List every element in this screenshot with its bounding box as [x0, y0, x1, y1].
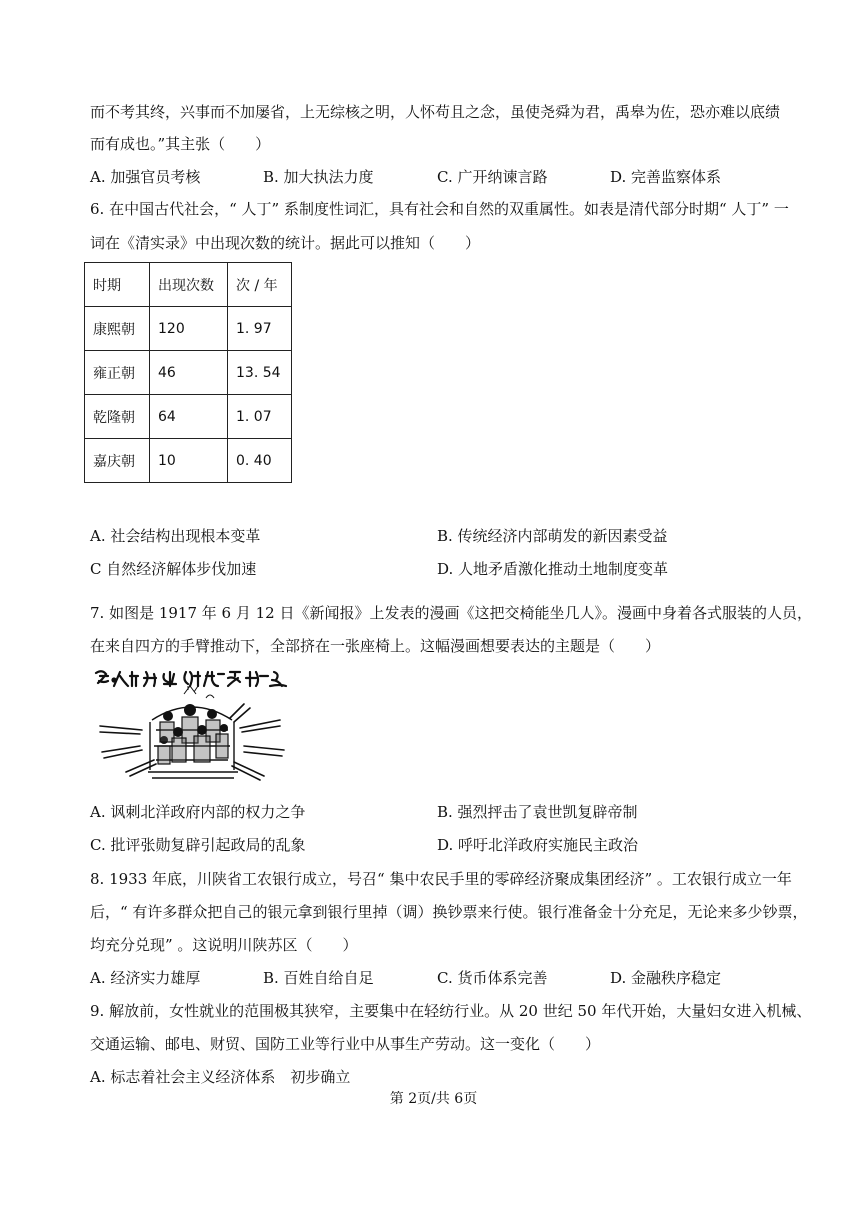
cartoon-illustration	[94, 668, 290, 790]
q5-text-line2: 而有成也。”其主张（ ）	[90, 135, 271, 153]
q8-option-d: D. 金融秩序稳定	[610, 969, 722, 987]
q6-stats-table	[84, 262, 292, 483]
q7-option-c: C. 批评张勋复辟引起政局的乱象	[90, 836, 306, 854]
q6-option-d: D. 人地矛盾激化推动土地制度变革	[437, 560, 669, 578]
q5-text-line1: 而不考其终，兴事而不加屡省，上无综核之明，人怀苟且之念，虽使尧舜为君，禹皋为佐，恐亦难以底绩	[90, 103, 781, 121]
q5-option-c: C. 广开纳谏言路	[437, 168, 548, 186]
q5-option-b: B. 加大执法力度	[263, 168, 374, 186]
table-cell: 康熙朝	[85, 307, 150, 351]
q8-option-b: B. 百姓自给自足	[263, 969, 374, 987]
table-cell: 1. 07	[228, 395, 292, 439]
q6-option-a: A. 社会结构出现根本变革	[90, 527, 261, 545]
q7-option-d: D. 呼吁北洋政府实施民主政治	[437, 836, 639, 854]
table-header-cell: 次 / 年	[228, 263, 292, 307]
q6-text-line1: 6. 在中国古代社会，“ 人丁” 系制度性词汇，具有社会和自然的双重属性。如表是清代部分时期“ 人丁” 一	[90, 200, 789, 218]
cartoon-title-calligraphy	[96, 671, 286, 686]
table-cell: 乾隆朝	[85, 395, 150, 439]
table-cell: 10	[150, 439, 228, 483]
q5-option-d: D. 完善监察体系	[610, 168, 722, 186]
table-cell: 120	[150, 307, 228, 351]
q8-option-a: A. 经济实力雄厚	[90, 969, 201, 987]
q9-option-a: A. 标志着社会主义经济体系 初步确立	[90, 1068, 351, 1086]
table-row	[85, 307, 292, 351]
table-cell: 0. 40	[228, 439, 292, 483]
table-row	[85, 439, 292, 483]
q9-text-line1: 9. 解放前，女性就业的范围极其狭窄，主要集中在轻纺行业。从 20 世纪 50 年代开始，大量妇女进入机械、	[90, 1002, 812, 1020]
table-cell: 13. 54	[228, 351, 292, 395]
table-cell: 嘉庆朝	[85, 439, 150, 483]
q7-text-line2: 在来自四方的手臂推动下，全部挤在一张座椅上。这幅漫画想要表达的主题是（ ）	[90, 637, 661, 655]
q8-text-line2: 后，“ 有许多群众把自己的银元拿到银行里掉（调）换钞票来行使。银行准备金十分充足，无论来多少钞票，	[90, 903, 808, 921]
table-cell: 雍正朝	[85, 351, 150, 395]
q5-option-a: A. 加强官员考核	[90, 168, 201, 186]
q8-text-line3: 均充分兑现” 。这说明川陕苏区（ ）	[90, 936, 358, 954]
table-header-cell: 时期	[85, 263, 150, 307]
table-row	[85, 351, 292, 395]
q7-option-a: A. 讽刺北洋政府内部的权力之争	[90, 803, 306, 821]
table-header-cell: 出现次数	[150, 263, 228, 307]
page-number-footer: 第 2页/共 6页	[389, 1091, 478, 1107]
table-header-row	[85, 263, 292, 307]
q6-option-c: C 自然经济解体步伐加速	[90, 560, 257, 578]
q9-text-line2: 交通运输、邮电、财贸、国防工业等行业中从事生产劳动。这一变化（ ）	[90, 1035, 601, 1053]
q8-option-c: C. 货币体系完善	[437, 969, 548, 987]
table-row	[85, 395, 292, 439]
q6-option-b: B. 传统经济内部萌发的新因素受益	[437, 527, 668, 545]
table-cell: 46	[150, 351, 228, 395]
q8-text-line1: 8. 1933 年底，川陕省工农银行成立，号召“ 集中农民手里的零碎经济聚成集团经济” 。工农银行成立一年	[90, 870, 792, 888]
q7-text-line1: 7. 如图是 1917 年 6 月 12 日《新闻报》上发表的漫画《这把交椅能坐几人》。漫画中身着各式服装的人员，	[90, 604, 812, 622]
q7-option-b: B. 强烈抨击了袁世凯复辟帝制	[437, 803, 638, 821]
q6-text-line2: 词在《清实录》中出现次数的统计。据此可以推知（ ）	[90, 234, 481, 252]
table-cell: 64	[150, 395, 228, 439]
table-cell: 1. 97	[228, 307, 292, 351]
